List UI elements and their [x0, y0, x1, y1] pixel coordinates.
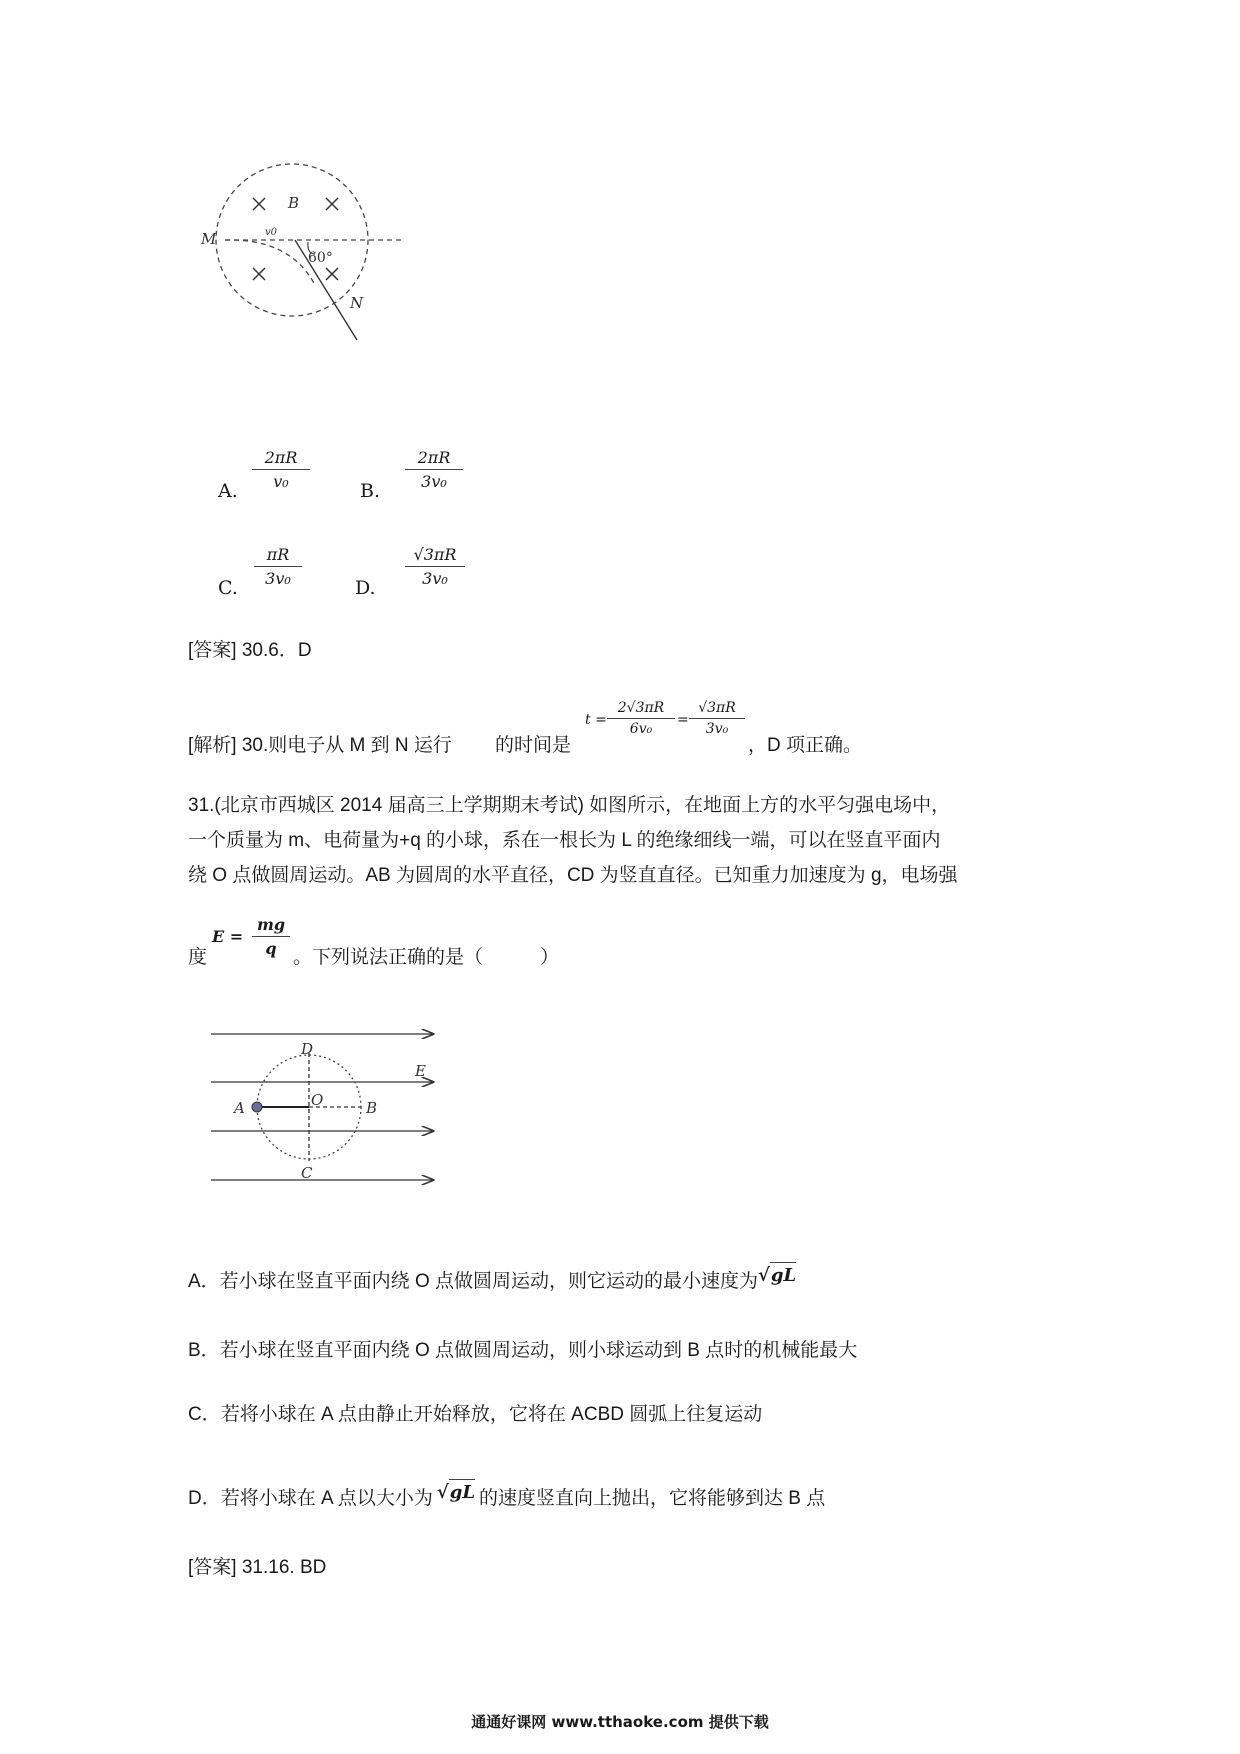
label-C: C — [301, 1164, 313, 1182]
label-60deg: 60° — [308, 250, 333, 266]
label-A: A — [234, 1099, 245, 1117]
formula-frac2-num: √3πR — [689, 700, 745, 719]
formula-frac1-den: 6v₀ — [629, 721, 653, 737]
q31-option-c: C．若将小球在 A 点由静止开始释放，它将在 ACBD 圆弧上往复运动 — [188, 1404, 763, 1425]
q30-option-b-num: 2πR — [405, 448, 463, 470]
magnetic-field-diagram — [195, 150, 425, 400]
q30-analysis-mid: 的时间是 — [495, 735, 572, 756]
q30-option-a-num: 2πR — [252, 448, 310, 470]
electric-field-diagram — [205, 1020, 445, 1200]
q31-E-formula — [212, 915, 292, 965]
q30-option-b-fraction — [405, 448, 463, 491]
q30-option-b-letter: B. — [360, 480, 381, 502]
q31-option-b: B．若小球在竖直平面内绕 O 点做圆周运动，则小球运动到 B 点时的机械能最大 — [188, 1340, 858, 1361]
q30-option-b-den: 3v₀ — [421, 472, 447, 491]
formula-frac2 — [689, 700, 745, 737]
formula-frac1-num: 2√3πR — [607, 700, 675, 719]
ball-A — [252, 1102, 262, 1112]
formula-frac2-den: 3v₀ — [705, 721, 729, 737]
label-B: B — [366, 1099, 378, 1117]
q31-option-d — [188, 1482, 826, 1512]
q31-option-d-prefix: D．若将小球在 A 点以大小为 — [188, 1488, 433, 1509]
q30-option-c-letter: C. — [218, 577, 238, 599]
E-formula-num: mg — [252, 915, 290, 937]
q30-option-c-den: 3v₀ — [265, 569, 291, 588]
label-N: N — [350, 294, 364, 312]
q30-analysis-formula — [585, 700, 745, 750]
formula-eq: = — [677, 712, 689, 728]
q31-option-d-sqrt: √gL — [437, 1482, 475, 1503]
q31-option-a-sqrt-arg: gL — [770, 1262, 796, 1289]
electron-path — [225, 240, 315, 285]
q31-stem-line4-suffix: 。下列说法正确的是（ ） — [293, 947, 560, 968]
label-D: D — [301, 1040, 314, 1058]
label-M: M — [201, 230, 217, 248]
q30-option-d-fraction — [405, 545, 465, 588]
q30-option-a-fraction — [252, 448, 310, 491]
q31-option-a-text: A．若小球在竖直平面内绕 O 点做圆周运动，则它运动的最小速度为 — [188, 1271, 759, 1292]
q31-option-a — [188, 1265, 797, 1295]
E-formula-den: q — [265, 939, 277, 958]
E-formula-fraction — [252, 915, 290, 958]
q31-stem-line4-prefix: 度 — [188, 947, 208, 968]
label-O: O — [311, 1091, 324, 1109]
q30-option-a-letter: A. — [218, 480, 238, 502]
q31-stem-line2: 一个质量为 m、电荷量为+q 的小球，系在一根长为 L 的绝缘细线一端，可以在竖直平面内 — [188, 830, 941, 851]
q30-option-d-letter: D. — [355, 577, 376, 599]
label-E: E — [415, 1062, 426, 1080]
q30-option-d-num: √3πR — [405, 545, 465, 567]
q30-option-d-den: 3v₀ — [422, 569, 448, 588]
q31-stem-line1: 31.(北京市西城区 2014 届高三上学期期末考试) 如图所示，在地面上方的水平匀强电场中， — [188, 795, 951, 816]
q30-option-a-den: v₀ — [273, 472, 289, 491]
q31-option-d-sqrt-arg: gL — [449, 1479, 475, 1506]
label-v0: v0 — [265, 227, 278, 238]
q30-analysis-suffix: ，D 项正确。 — [748, 735, 863, 756]
q30-option-c-fraction — [254, 545, 302, 588]
page-footer: 通通好课网 www.tthaoke.com 提供下载 — [471, 1713, 769, 1731]
q30-option-c-num: πR — [254, 545, 302, 567]
q31-option-d-suffix: 的速度竖直向上抛出，它将能够到达 B 点 — [479, 1488, 826, 1509]
q31-stem-line3: 绕 O 点做圆周运动。AB 为圆周的水平直径，CD 为竖直直径。已知重力加速度为 g，电场强 — [188, 865, 958, 886]
formula-t: t = — [585, 712, 607, 728]
formula-frac1 — [607, 700, 675, 737]
q30-answer: [答案] 30.6．D — [188, 640, 312, 661]
label-B: B — [288, 194, 300, 212]
q30-analysis-prefix: [解析] 30.则电子从 M 到 N 运行 — [188, 735, 452, 756]
q31-option-a-sqrt: √gL — [758, 1265, 796, 1286]
q31-answer: [答案] 31.16. BD — [188, 1557, 327, 1578]
E-formula-lhs: E = — [212, 927, 244, 946]
